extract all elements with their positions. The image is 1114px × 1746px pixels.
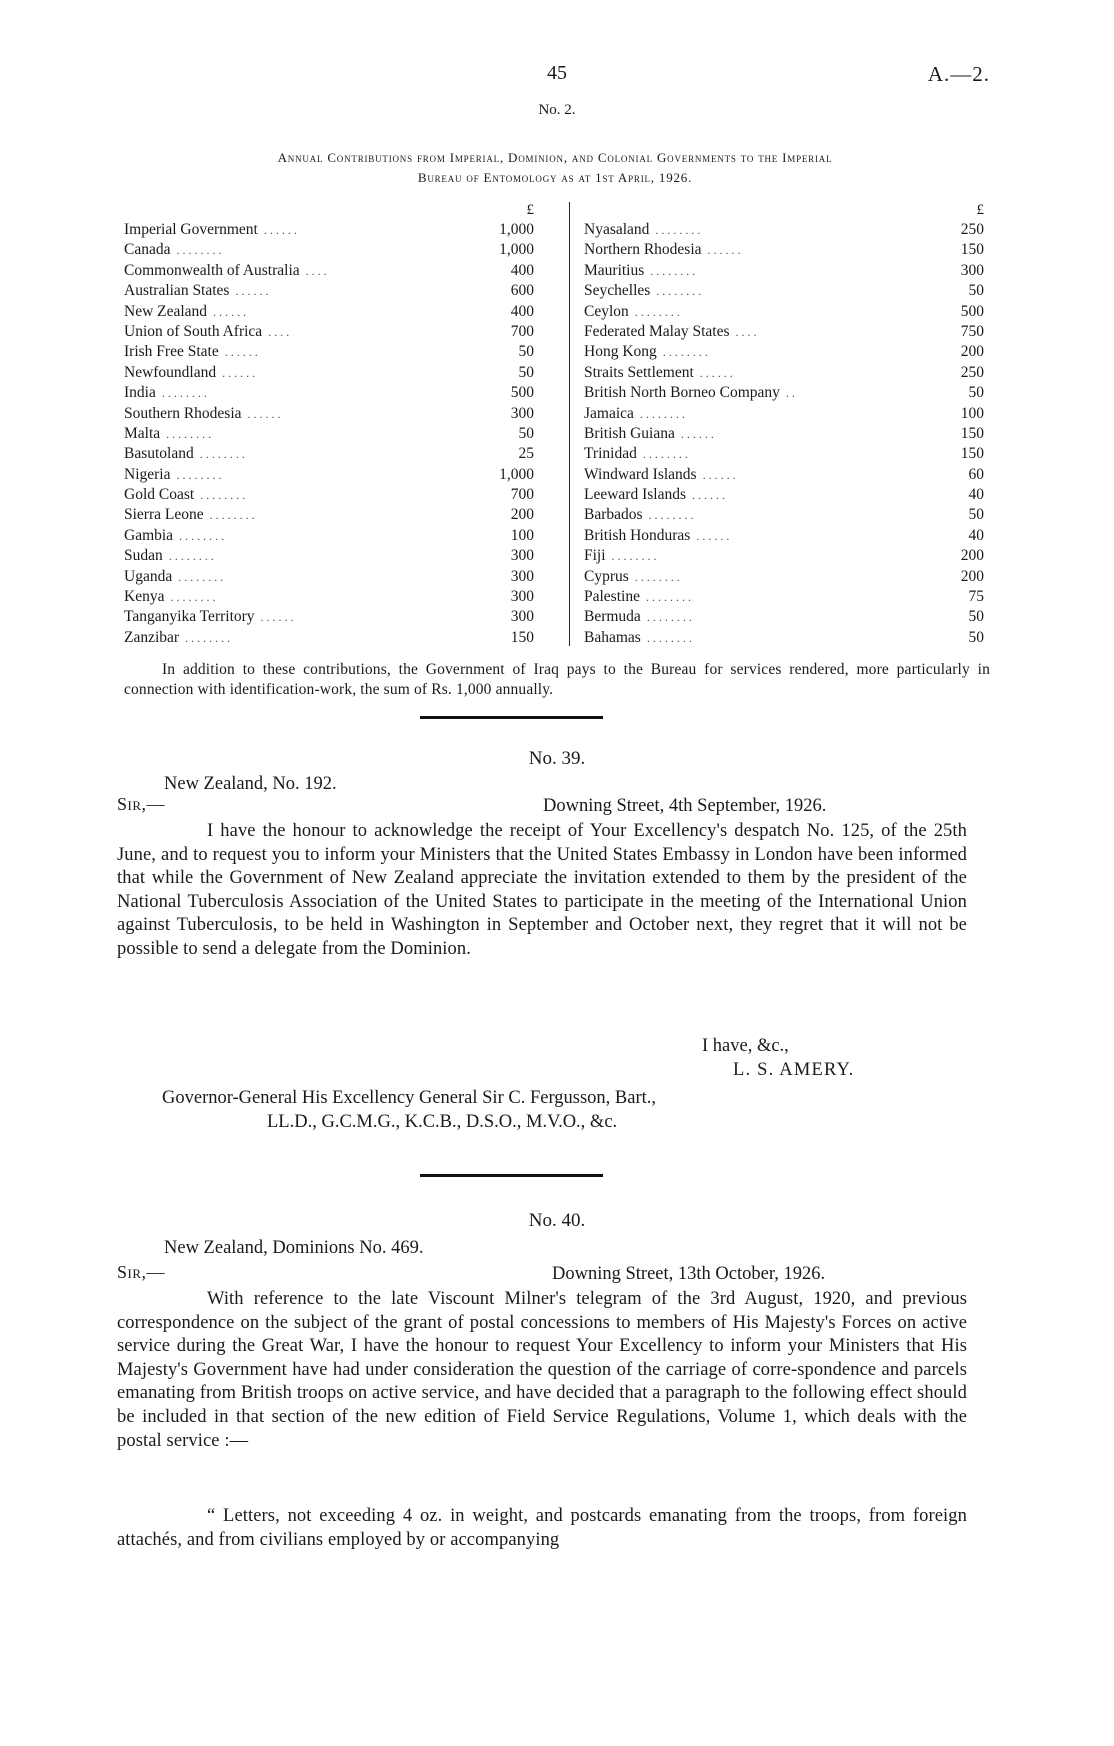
letter-40-body: With reference to the late Viscount Milner's telegram of the 3rd August, 1920, and previous correspondence on the subject of the grant of postal concessions to members of His Majesty's Forces on active service during the Great War, I have the honour to request Your Excellency to inform your Ministers that His Majesty's Government have had under consideration the question of the carriage of corre-spondence and parcels emanating from British troops on active service, and have decided that a paragraph to the following effect should be included in that section of the new edition of Field Service Regulations, Volume 1, which deals with the postal service :— bbox=[117, 1289, 967, 1451]
contribution-name: Cyprus bbox=[584, 567, 629, 585]
contribution-row bbox=[124, 567, 549, 587]
contribution-name: Kenya bbox=[124, 588, 165, 606]
contribution-row bbox=[584, 261, 984, 281]
contribution-row bbox=[584, 485, 984, 505]
contribution-amount: 50 bbox=[968, 628, 984, 646]
contributions-column-right bbox=[584, 200, 984, 648]
leader-dots: . . . . . . bbox=[699, 365, 733, 380]
leader-dots: . . . . . . . . bbox=[655, 223, 701, 237]
contribution-name: Nigeria bbox=[124, 465, 171, 483]
contribution-amount: 100 bbox=[960, 404, 984, 422]
contribution-amount: 500 bbox=[960, 302, 984, 320]
contribution-name: Jamaica bbox=[584, 404, 634, 422]
contribution-row bbox=[584, 363, 984, 383]
contribution-amount: 200 bbox=[960, 567, 984, 585]
contribution-row bbox=[584, 465, 984, 485]
contribution-row bbox=[584, 607, 984, 627]
contribution-name: Leeward Islands bbox=[584, 486, 686, 504]
contribution-name: Zanzibar bbox=[124, 628, 180, 646]
leader-dots: . . . . . . . . bbox=[645, 590, 691, 605]
contribution-row bbox=[124, 302, 549, 322]
contribution-name: Straits Settlement bbox=[584, 363, 694, 381]
contribution-amount: 40 bbox=[968, 526, 984, 544]
leader-dots: . . . . . . bbox=[222, 365, 256, 380]
contribution-name: New Zealand bbox=[124, 302, 208, 320]
contribution-amount: 50 bbox=[968, 608, 984, 626]
contribution-amount: 200 bbox=[510, 506, 534, 524]
letter-40-number: No. 40. bbox=[528, 1210, 586, 1231]
leader-dots: . . . . . . . . bbox=[199, 447, 245, 462]
contributions-column-left bbox=[124, 200, 549, 648]
contribution-row bbox=[124, 587, 549, 607]
table-section-number: No. 2. bbox=[538, 102, 576, 118]
section-divider-rule bbox=[420, 716, 603, 719]
contribution-name: Bahamas bbox=[584, 628, 641, 646]
table-title-line-1: Annual Contributions from Imperial, Dominion, and Colonial Governments to the Imperial bbox=[277, 150, 833, 165]
contribution-name: Barbados bbox=[584, 506, 643, 524]
contribution-name: Federated Malay States bbox=[584, 322, 730, 340]
leader-dots: . . . . . . . . bbox=[634, 304, 680, 319]
contribution-amount: 300 bbox=[510, 547, 534, 565]
contribution-name: British Honduras bbox=[584, 526, 691, 544]
letter-39-salutation: Sir,— bbox=[117, 794, 166, 814]
letter-39-number: No. 39. bbox=[528, 748, 586, 769]
letter-39-signature: L. S. AMERY. bbox=[733, 1060, 855, 1080]
currency-header-right: £ bbox=[976, 202, 984, 218]
contribution-row bbox=[124, 281, 549, 301]
contribution-amount: 250 bbox=[960, 363, 984, 381]
contribution-row bbox=[124, 485, 549, 505]
leader-dots: . . . . . . bbox=[247, 406, 281, 421]
leader-dots: . . . . . . . . bbox=[662, 345, 708, 360]
leader-dots: . . . . . . . . bbox=[179, 528, 225, 543]
contribution-amount: 400 bbox=[510, 302, 534, 320]
contribution-amount: 60 bbox=[968, 465, 984, 483]
contribution-amount: 150 bbox=[960, 241, 984, 259]
letter-40-date: Downing Street, 13th October, 1926. bbox=[552, 1264, 826, 1284]
contribution-amount: 1,000 bbox=[499, 465, 534, 483]
contribution-name: Mauritius bbox=[584, 261, 645, 279]
leader-dots: . . . . . . bbox=[263, 223, 297, 237]
contribution-amount: 50 bbox=[968, 384, 984, 402]
contribution-name: Bermuda bbox=[584, 608, 641, 626]
contribution-row bbox=[584, 424, 984, 444]
leader-dots: . . . . . . . . bbox=[634, 569, 680, 584]
contribution-name: Malta bbox=[124, 424, 161, 442]
leader-dots: . . . . . . . . bbox=[656, 284, 702, 299]
contribution-name: Seychelles bbox=[584, 282, 651, 300]
contribution-amount: 700 bbox=[510, 322, 534, 340]
column-divider bbox=[569, 202, 570, 646]
contribution-name: Gambia bbox=[124, 526, 174, 544]
leader-dots: . . . . . . bbox=[260, 610, 294, 625]
leader-dots: . . . . bbox=[305, 263, 327, 278]
contribution-row bbox=[124, 383, 549, 403]
letter-40-quote: “ Letters, not exceeding 4 oz. in weight, and postcards emanating from the troops, from foreign attachés, and from civilians employed by or accompanying bbox=[117, 1506, 967, 1550]
contribution-amount: 500 bbox=[510, 384, 534, 402]
contribution-row bbox=[584, 404, 984, 424]
letter-39-addressee bbox=[162, 1086, 656, 1134]
leader-dots: . . . . . . bbox=[702, 467, 736, 482]
contribution-amount: 75 bbox=[968, 588, 984, 606]
contribution-name: Irish Free State bbox=[124, 343, 219, 361]
contribution-amount: 200 bbox=[960, 547, 984, 565]
leader-dots: . . . . . . . . bbox=[642, 447, 688, 462]
contribution-name: Sudan bbox=[124, 547, 163, 565]
leader-dots: . . . . . . . . bbox=[161, 386, 207, 401]
contribution-row bbox=[584, 322, 984, 342]
contribution-name: Sierra Leone bbox=[124, 506, 204, 524]
leader-dots: . . . . . . . . bbox=[176, 243, 222, 258]
letter-39-body: I have the honour to acknowledge the receipt of Your Excellency's despatch No. 125, of the 25th June, and to request you to inform your Ministers that the United States Embassy in London have been informed that while the Government of New Zealand appreciate the invitation extended to them by the president of the National Tuberculosis Association of the United States to participate in the meeting of the International Union against Tuberculosis, to be held in Washington in September and October next, they regret that it will not be possible to send a delegate from the Dominion. bbox=[117, 821, 967, 959]
contribution-name: Union of South Africa bbox=[124, 322, 263, 340]
contribution-amount: 50 bbox=[518, 343, 534, 361]
contribution-name: Nyasaland bbox=[584, 221, 650, 238]
contribution-name: British Guiana bbox=[584, 424, 675, 442]
letter-40-reference: New Zealand, Dominions No. 469. bbox=[164, 1238, 424, 1258]
contribution-name: Basutoland bbox=[124, 445, 194, 463]
leader-dots: . . . . . . bbox=[707, 243, 741, 258]
contributions-table bbox=[124, 200, 984, 646]
contribution-amount: 300 bbox=[510, 608, 534, 626]
contribution-row bbox=[124, 546, 549, 566]
contribution-row bbox=[584, 444, 984, 464]
contribution-row bbox=[124, 444, 549, 464]
leader-dots: . . . . . . bbox=[213, 304, 247, 319]
contribution-row bbox=[584, 240, 984, 260]
contribution-name: Windward Islands bbox=[584, 465, 697, 483]
contribution-name: British North Borneo Company bbox=[584, 384, 780, 402]
letter-39-addressee-line-2: LL.D., G.C.M.G., K.C.B., D.S.O., M.V.O., &c. bbox=[267, 1112, 618, 1132]
contribution-row bbox=[584, 587, 984, 607]
contribution-amount: 1,000 bbox=[499, 221, 534, 238]
contribution-row bbox=[584, 526, 984, 546]
contribution-row bbox=[124, 628, 549, 648]
leader-dots: . . . . . . . . bbox=[646, 610, 692, 625]
currency-header-left: £ bbox=[526, 202, 534, 218]
contribution-row bbox=[124, 505, 549, 525]
contribution-amount: 150 bbox=[960, 445, 984, 463]
leader-dots: . . bbox=[785, 386, 795, 401]
leader-dots: . . . . . . . . bbox=[648, 508, 694, 523]
leader-dots: . . . . . . bbox=[224, 345, 258, 360]
contribution-row bbox=[124, 424, 549, 444]
leader-dots: . . . . . . bbox=[235, 284, 269, 299]
letter-39-date: Downing Street, 4th September, 1926. bbox=[543, 796, 827, 816]
contribution-row bbox=[124, 526, 549, 546]
contribution-row bbox=[124, 322, 549, 342]
contribution-amount: 25 bbox=[518, 445, 534, 463]
leader-dots: . . . . . . . . bbox=[209, 508, 255, 523]
paper-reference: A.—2. bbox=[927, 62, 990, 86]
contribution-amount: 300 bbox=[960, 261, 984, 279]
leader-dots: . . . . . . . . bbox=[166, 426, 212, 441]
contribution-row bbox=[124, 342, 549, 362]
contribution-row bbox=[124, 607, 549, 627]
contribution-row bbox=[124, 404, 549, 424]
contribution-amount: 50 bbox=[968, 506, 984, 524]
contribution-amount: 300 bbox=[510, 588, 534, 606]
leader-dots: . . . . . . bbox=[692, 488, 725, 503]
contribution-row bbox=[124, 261, 549, 281]
contribution-amount: 300 bbox=[510, 567, 534, 585]
leader-dots: . . . . . . . . bbox=[170, 590, 216, 605]
table-title bbox=[110, 148, 1000, 188]
contribution-row bbox=[584, 302, 984, 322]
contribution-amount: 150 bbox=[510, 628, 534, 646]
leader-dots: . . . . . . . . bbox=[646, 630, 692, 645]
contribution-name: Fiji bbox=[584, 547, 606, 565]
letter-40-salutation: Sir,— bbox=[117, 1262, 166, 1282]
contribution-row bbox=[584, 220, 984, 240]
contribution-row bbox=[124, 363, 549, 383]
letter-39-addressee-line-1: Governor-General His Excellency General Sir C. Fergusson, Bart., bbox=[162, 1088, 657, 1108]
contribution-row bbox=[584, 567, 984, 587]
contribution-name: India bbox=[124, 384, 156, 402]
contribution-amount: 40 bbox=[968, 486, 984, 504]
contribution-name: Trinidad bbox=[584, 445, 637, 463]
contribution-name: Uganda bbox=[124, 567, 173, 585]
contribution-amount: 200 bbox=[960, 343, 984, 361]
contribution-row bbox=[124, 240, 549, 260]
contribution-amount: 50 bbox=[518, 363, 534, 381]
leader-dots: . . . . . . . . bbox=[178, 569, 224, 584]
leader-dots: . . . . bbox=[735, 324, 757, 339]
contribution-row bbox=[584, 281, 984, 301]
contribution-amount: 300 bbox=[510, 404, 534, 422]
contribution-name: Southern Rhodesia bbox=[124, 404, 242, 422]
leader-dots: . . . . . . . . bbox=[200, 488, 246, 503]
contribution-name: Gold Coast bbox=[124, 486, 195, 504]
leader-dots: . . . . . . . . bbox=[611, 549, 657, 564]
contribution-name: Newfoundland bbox=[124, 363, 217, 381]
table-note: In addition to these contributions, the Government of Iraq pays to the Bureau for services rendered, more particularly in connection with identification-work, the sum of Rs. 1,000 annually. bbox=[124, 661, 990, 698]
contribution-name: Palestine bbox=[584, 588, 640, 606]
contribution-amount: 600 bbox=[510, 282, 534, 300]
contribution-name: Imperial Government bbox=[124, 221, 258, 238]
contribution-name: Ceylon bbox=[584, 302, 629, 320]
contribution-row bbox=[124, 465, 549, 485]
leader-dots: . . . . . . bbox=[696, 528, 730, 543]
leader-dots: . . . . bbox=[268, 324, 290, 339]
contribution-name: Hong Kong bbox=[584, 343, 657, 361]
contribution-name: Australian States bbox=[124, 282, 230, 300]
contribution-name: Tanganyika Territory bbox=[124, 608, 255, 626]
leader-dots: . . . . . . . . bbox=[639, 406, 685, 421]
contribution-row bbox=[584, 383, 984, 403]
contribution-amount: 250 bbox=[960, 221, 984, 238]
leader-dots: . . . . . . bbox=[680, 426, 714, 441]
contribution-name: Canada bbox=[124, 241, 171, 259]
contribution-row bbox=[584, 505, 984, 525]
contribution-row bbox=[584, 546, 984, 566]
contribution-amount: 700 bbox=[510, 486, 534, 504]
letter-39-closing: I have, &c., bbox=[702, 1036, 789, 1056]
contribution-row bbox=[584, 342, 984, 362]
leader-dots: . . . . . . . . bbox=[176, 467, 222, 482]
leader-dots: . . . . . . . . bbox=[185, 630, 231, 645]
contribution-row bbox=[584, 628, 984, 648]
contribution-amount: 750 bbox=[960, 322, 984, 340]
table-title-line-2: Bureau of Entomology as at 1st April, 1926. bbox=[417, 170, 693, 185]
contribution-amount: 150 bbox=[960, 424, 984, 442]
contribution-amount: 50 bbox=[518, 424, 534, 442]
contribution-row bbox=[124, 220, 549, 240]
leader-dots: . . . . . . . . bbox=[168, 549, 214, 564]
leader-dots: . . . . . . . . bbox=[650, 263, 696, 278]
contribution-amount: 400 bbox=[510, 261, 534, 279]
section-divider-rule bbox=[420, 1174, 603, 1177]
letter-39-reference: New Zealand, No. 192. bbox=[164, 774, 337, 794]
contribution-amount: 100 bbox=[510, 526, 534, 544]
contribution-amount: 50 bbox=[968, 282, 984, 300]
contribution-amount: 1,000 bbox=[499, 241, 534, 259]
contribution-name: Commonwealth of Australia bbox=[124, 261, 300, 279]
contribution-name: Northern Rhodesia bbox=[584, 241, 702, 259]
page-number: 45 bbox=[547, 62, 567, 84]
